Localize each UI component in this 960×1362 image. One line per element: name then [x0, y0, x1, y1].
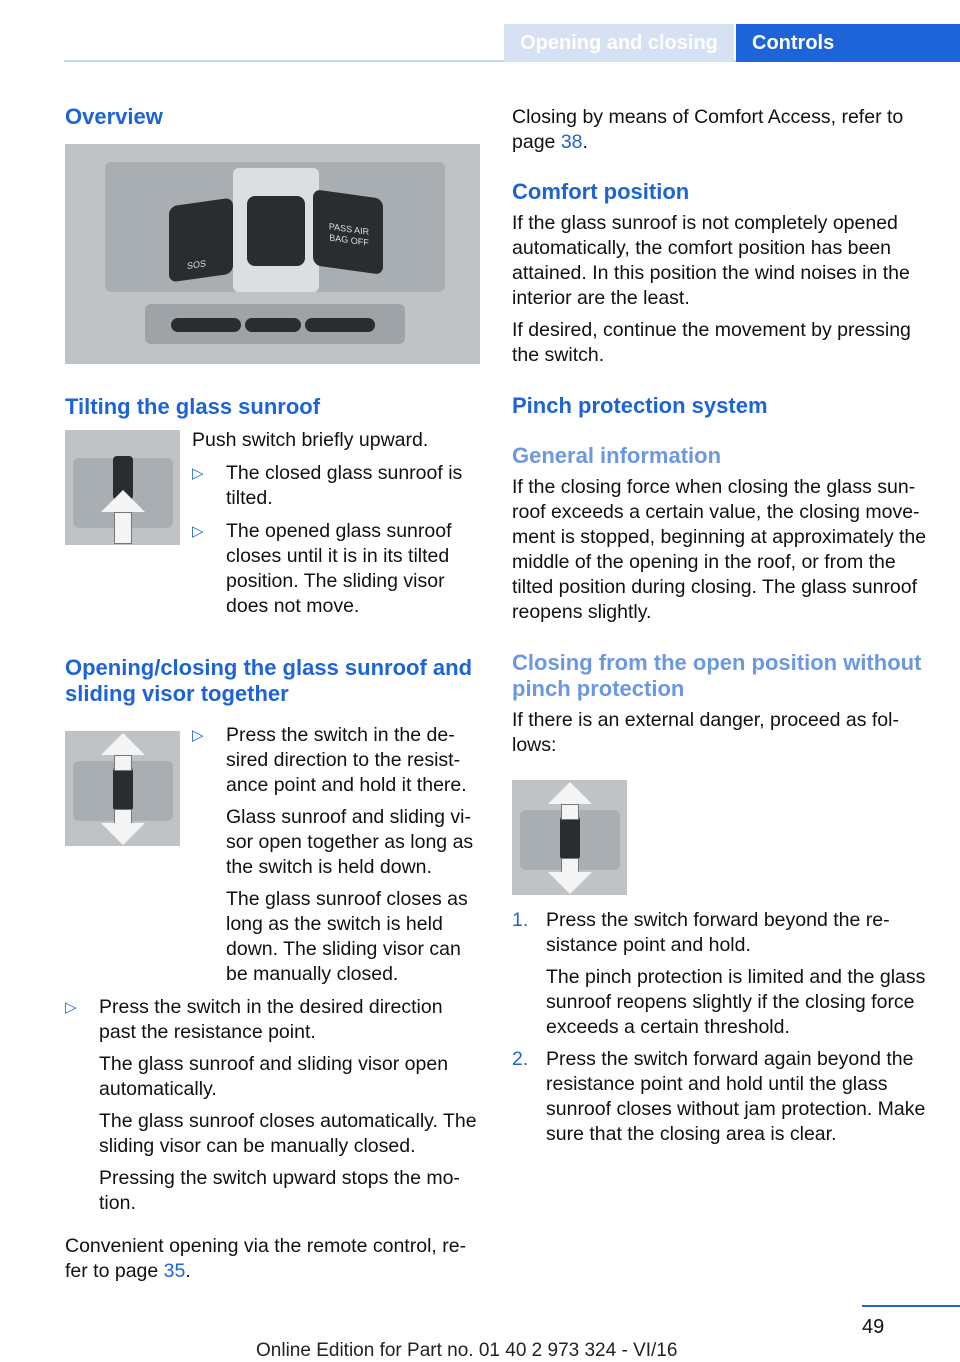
- page-number: 49: [862, 1316, 885, 1338]
- right-column: [512, 100, 930, 1147]
- closing-step: 2. Press the switch forward again beyond the resistance point and hold until the glass sunroof closes without jam protection. Make sure that the closing area is clear.: [512, 1048, 926, 1145]
- together-bullet: ▷ Press the switch in the de-sired direction to the resist-ance point and hold it there. Glass sunroof and sliding vi-sor open together as long as the switch is held down. The glass sunroof closes as long as the switch is held down. The sliding visor can be manually closed.: [192, 724, 474, 985]
- closing-switch-image: [512, 780, 627, 895]
- closing-without-pinch-title: Closing from the open position without pinch protection: [512, 650, 922, 701]
- sos-button: SOS: [169, 198, 233, 283]
- tilting-bullet: ▷ The closed glass sunroof is tilted.: [192, 462, 463, 509]
- comfort-position-text: If the glass sunroof is not completely opened automatically, the comfort position has been attained. In this position the wind noises in the interior are the least.: [512, 212, 910, 309]
- general-information-title: General information: [512, 443, 722, 468]
- together-switch-image: [65, 731, 180, 846]
- remote-opening-text: Convenient opening via the remote control, re-fer to page 35.: [65, 1235, 467, 1282]
- closing-intro: If there is an external danger, proceed as fol-lows:: [512, 709, 899, 756]
- header-section-title: Opening and closing: [504, 24, 734, 62]
- overview-image: [65, 144, 480, 364]
- page-link-35[interactable]: 35: [163, 1260, 186, 1282]
- closing-step: 1. Press the switch forward beyond the re-sistance point and hold. The pinch protection is limited and the glass sunroof reopens slightly if the closing force exceeds a certain threshold.: [512, 909, 926, 1038]
- header-tab-controls: Controls: [736, 24, 960, 62]
- tilting-bullet: ▷ The opened glass sunroof closes until it is in its tilted position. The sliding visor does not move.: [192, 520, 452, 617]
- footer-rule: [862, 1305, 960, 1307]
- airbag-indicator: PASS AIR BAG OFF: [313, 189, 383, 275]
- pinch-protection-title: Pinch protection system: [512, 393, 768, 418]
- tilting-switch-image: [65, 430, 180, 545]
- left-column: [65, 100, 483, 1284]
- general-information-text: If the closing force when closing the glass sun-roof exceeds a certain value, the closing move-ment is stopped, beginning at approximately the middle of the opening in the roof, or from the tilted position during closing. The glass sunroof reopens slightly.: [512, 476, 927, 623]
- page-link-38[interactable]: 38: [560, 131, 583, 153]
- tilting-intro: Push switch briefly upward.: [192, 429, 429, 451]
- overview-title: Overview: [65, 104, 163, 129]
- comfort-position-text: If desired, continue the movement by pressing the switch.: [512, 319, 911, 366]
- together-bullet: ▷ Press the switch in the desired direction past the resistance point. The glass sunroof and sliding visor open automatically. The glass sunroof closes automatically. The sliding visor can be manually closed. Pressing the switch upward stops the mo-tion.: [65, 996, 477, 1214]
- comfort-position-title: Comfort position: [512, 179, 690, 204]
- comfort-access-text: Closing by means of Comfort Access, refer to page 38.: [512, 106, 904, 153]
- tilting-title: Tilting the glass sunroof: [65, 394, 321, 419]
- together-title: Opening/closing the glass sunroof and sliding visor together: [65, 655, 473, 706]
- edition-text: Online Edition for Part no. 01 40 2 973 324 - VI/16: [256, 1340, 678, 1361]
